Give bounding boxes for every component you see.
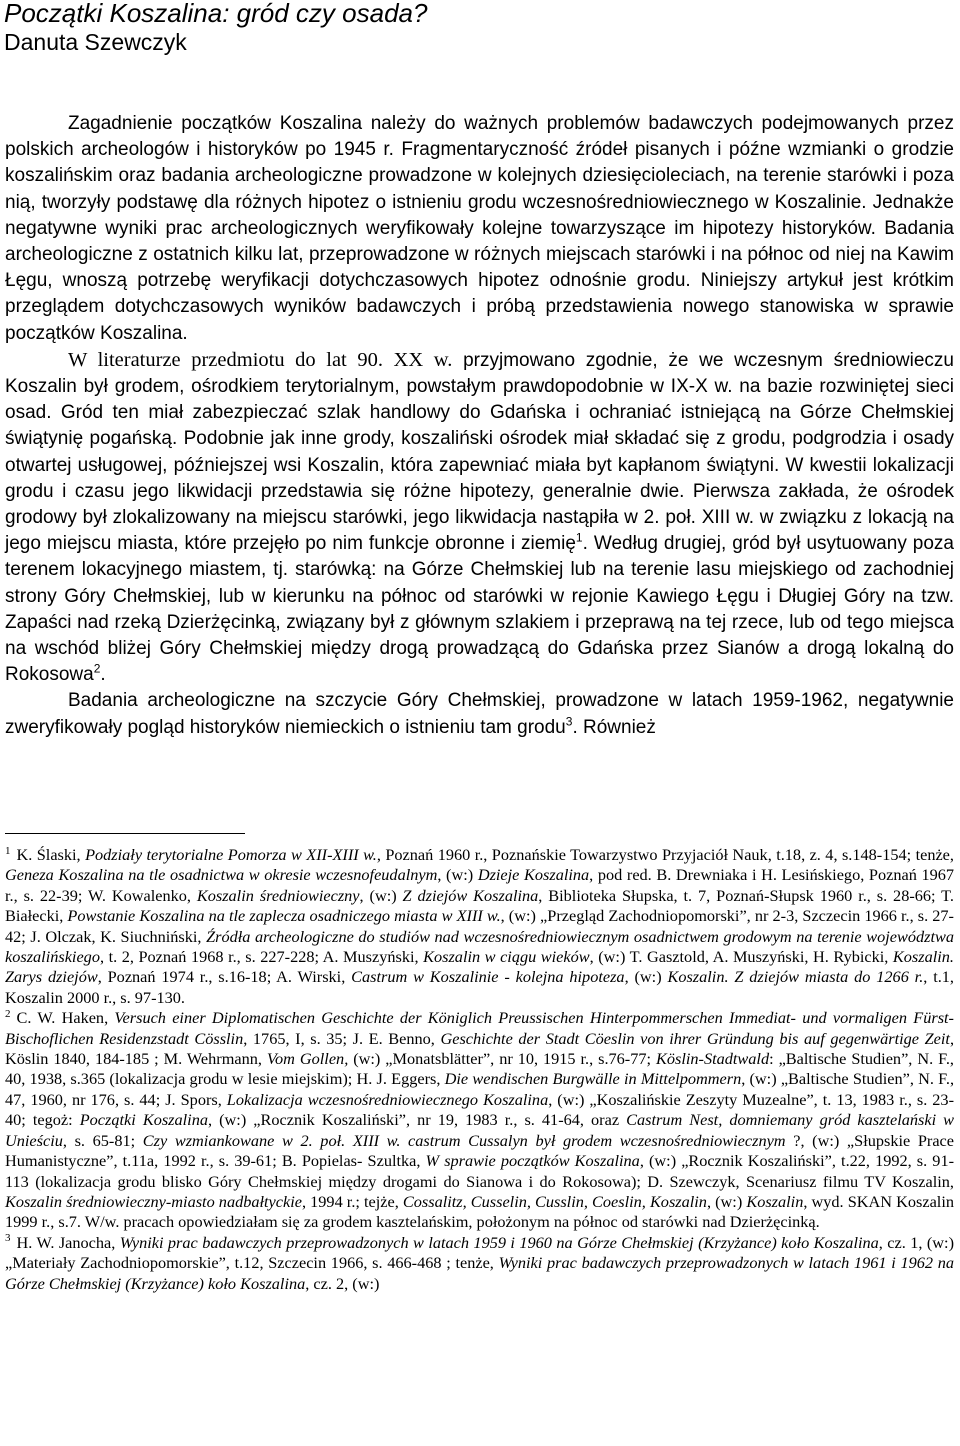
fn1-run-3: Geneza Koszalina na tle osadnictwa w okresie wczesnofeudalnym bbox=[5, 865, 438, 885]
fn2-run-1: Versuch einer Diplomatischen Geschichte der Königlich Preussischen Hinterpommerschen Immediat- und vormaligen Fürst-Bischoflichen Residenzstadt Cösslin bbox=[5, 1008, 954, 1048]
article-title: Początki Koszalina: gród czy osada? bbox=[4, 0, 428, 28]
fn2-run-7: Köslin-Stadtwald bbox=[656, 1049, 770, 1069]
fn2-run-0: C. W. Haken, bbox=[16, 1008, 115, 1028]
paragraph-2 bbox=[5, 347, 954, 689]
footnote-1 bbox=[5, 845, 954, 1008]
article-author: Danuta Szewczyk bbox=[4, 29, 187, 55]
fn2-run-13: Początki Koszalina bbox=[79, 1110, 208, 1130]
fn1-run-7: Koszalin średniowieczny bbox=[196, 885, 360, 905]
fn1-run-15: Koszalin w ciągu wieków bbox=[423, 947, 590, 967]
fn1-run-13: Źródła archeologiczne do studiów nad wczesnośredniowiecznym osadnictwem grodowym na terenie województwa koszalińskiego bbox=[5, 926, 954, 967]
fn2-run-24: , (w:) bbox=[706, 1191, 747, 1211]
footnote-ref-3[interactable]: 3 bbox=[565, 714, 573, 729]
fn3-run-0: H. W. Janocha, bbox=[16, 1232, 120, 1252]
paragraph-2-part-f: Pierwsza zakłada, że ośrodek grodowy był zlokalizowany na miejscu starówki, jego likwidacja nastąpiła w 2. poł. XIII w. bbox=[5, 480, 954, 529]
footnote-1-number: 1 bbox=[5, 844, 11, 857]
fn1-run-14: , t. 2, Poznań 1968 r., s. 227-228; A. Muszyński, bbox=[99, 947, 424, 967]
paragraph-2-part-i: starówką: na Górze Chełmskiej lub na terenie lasu miejskiego od zachodniej strony Góry Chełmskiej, lub w kierunku na północ od starówki w rejonie Kawiego Łęgu i Długiej Góry na tzw. bbox=[5, 559, 954, 607]
fn1-run-0: K. Ślaski, bbox=[16, 845, 86, 864]
fn1-run-17: Koszalin. Zarys dziejów bbox=[5, 947, 954, 987]
fn1-run-16: , (w:) T. Gasztold, A. Muszyński, H. Rybicki, bbox=[589, 947, 893, 967]
fn1-run-6: , pod red. B. Drewniaka i H. Lesińskiego, Poznań 1967 r., s. 22-39; W. Kowalenko, bbox=[5, 865, 955, 905]
footnote-3-number: 3 bbox=[5, 1232, 11, 1245]
fn2-run-26: , wyd. SKAN Koszalin 1999 r., s.7. W/w. pracach opowiedziałam się za grodem kasztelańskim, położonym na północ od starówki nad Dzierżęcinką. bbox=[5, 1191, 954, 1232]
fn2-run-19: W sprawie początków Koszalina bbox=[425, 1151, 640, 1171]
fn2-run-22: , 1994 r.; tejże, bbox=[301, 1191, 403, 1211]
fn2-run-20: , (w:) „Rocznik Koszaliński”, t.22, 1992, s. 91-113 (lokalizacja grodu blisko Góry Chełmskiej między drogami do Sianowa i do Rokosowa); D. Szewczyk, Scenariusz filmu TV Koszalin, bbox=[5, 1151, 955, 1191]
fn1-run-2: , Poznań 1960 r., Poznańskie Towarzystwo Przyjaciół Nauk, t.18, z. 4, s.148-154; tenże, bbox=[376, 845, 954, 864]
paragraph-3-part-a: Badania archeologiczne na szczycie Góry Chełmskiej, prowadzone w latach 1959-1962, negatywnie zweryfikowały pogląd historyków niemieckich o istnieniu tam grodu bbox=[5, 690, 954, 738]
paragraph-1-part-a: Zagadnienie początków Koszalina należy do ważnych problemów badawczych podejmowanych przez polskich archeologów i historyków po 1945 r. bbox=[5, 113, 954, 161]
fn3-run-2: , cz. 1, (w:) „Materiały Zachodniopomorskie”, t.12, Szczecin 1966, s. 466-468 ; tenże, bbox=[5, 1232, 954, 1273]
paragraph-2-part-e: W kwestii lokalizacji grodu i czasu jego likwidacji przedstawia się różne hipotezy, generalnie dwie. bbox=[5, 454, 954, 502]
fn1-run-10: , Biblioteka Słupska, t. 7, Poznań-Słupsk 1960 r., s. 28-66; T. Białecki, bbox=[5, 885, 954, 926]
fn1-run-19: Castrum w Koszalinie - kolejna hipoteza bbox=[351, 967, 625, 987]
fn1-run-20: , (w:) bbox=[624, 967, 668, 987]
fn2-run-12: , (w:) „Koszalińskie Zeszyty Muzealne”, t. 13, 1983 r., s. 23-40; tegoż: bbox=[5, 1089, 954, 1130]
fn2-run-2: , 1765, I, s. 35; J. E. Benno, bbox=[243, 1028, 441, 1048]
article-body bbox=[5, 111, 954, 741]
fn2-run-8: : „Baltische Studien”, N. F., 40, 1938, s.365 (lokalizacja grodu w lesie miejskim); H. J. Eggers, bbox=[5, 1049, 954, 1089]
footnote-2 bbox=[5, 1008, 954, 1232]
fn2-run-15: Castrum Nest, domniemany gród kasztelański w Unieściu bbox=[5, 1110, 955, 1150]
fn2-run-5: Vom Gollen, bbox=[266, 1049, 349, 1069]
paragraph-1 bbox=[5, 111, 954, 347]
fn1-run-11: Powstanie Koszalina na tle zaplecza osadniczego miasta w XIII w. bbox=[67, 906, 501, 926]
paragraph-1-part-b: Fragmentaryczność źródeł pisanych i późne wzmianki o grodzie koszalińskim oraz badania archeologiczne prowadzone w kolejnych dziesięcioleciach, na terenie starówki i poza nią, tworzyły podstawę dla różnych hipotez o istnieniu grodu wczesnośredniowiecznego w Koszalinie. Jednakże negatywne wyniki prac archeologicznych weryfikowały kolejne towarzyszące im hipotezy historyków. Badania archeologiczne z ostatnich kilku lat, przeprowadzone w różnych miejscach starówki i na północ od niej na Kawim Łęgu, wnoszą potrzebę weryfikacji dotychczasowych hipotez odnośnie grodu. Niniejszy artykuł jest krótkim przeglądem dotychczasowych wyników badawczych i próbą przedstawienia nowego stanowiska w sprawie początków Koszalina. bbox=[5, 139, 954, 344]
footnote-ref-1[interactable]: 1 bbox=[575, 530, 583, 545]
footnote-3-text bbox=[5, 1233, 954, 1293]
fn2-run-3: Geschichte der Stadt Cöeslin von ihrer Gründung bis auf gegenwärtige Zeit bbox=[440, 1028, 950, 1048]
fn1-run-9: Z dziejów Koszalina bbox=[402, 885, 539, 905]
fn2-run-21: Koszalin średniowieczny-miasto nadbałtyckie bbox=[5, 1191, 302, 1211]
fn2-run-17: Czy wzmiankowane w 2. poł. XIII w. castrum Cussalyn był grodem wczesnośredniowiecznym bbox=[142, 1130, 786, 1150]
fn2-run-11: Lokalizacja wczesnośredniowiecznego Koszalina bbox=[226, 1089, 549, 1109]
fn1-run-1: Podziały terytorialne Pomorza w XII-XIII w. bbox=[85, 845, 377, 864]
footnote-separator bbox=[5, 833, 245, 834]
fn3-run-3: Wyniki prac badawczych przeprowadzonych w latach 1961 i 1962 na Górze Chełmskiej (Krzyżance) koło Koszalina bbox=[5, 1253, 954, 1293]
fn1-run-21: Koszalin. Z dziejów miasta do 1266 r. bbox=[667, 967, 924, 987]
fn2-run-18: ?, (w:) „Słupskie Prace Humanistyczne”, t.11a, 1992 r., s. 39-61; B. Popielas- Szultka, bbox=[5, 1130, 955, 1171]
paragraph-3-part-c: Również bbox=[577, 716, 656, 738]
footnote-ref-2[interactable]: 2 bbox=[93, 661, 101, 676]
paragraph-2-part-d: Podobnie jak inne grody, koszaliński ośrodek miał składać się z grodu, podgrodzia i osady otwartej usługowej, późniejszej wsi Koszalin, która zapewniać miała byt kapłanom świątyni. bbox=[5, 428, 955, 476]
paragraph-2-part-c: Gród ten miał zabezpieczać szlak handlowy do Gdańska i ochraniać istniejącą na Górze Chełmskiej świątynię pogańską. bbox=[5, 402, 954, 450]
fn2-run-6: (w:) „Monatsblätter”, nr 10, 1915 r., s.76-77; bbox=[348, 1049, 656, 1069]
footnote-2-text bbox=[5, 1008, 954, 1231]
fn1-run-5: Dzieje Koszalina bbox=[477, 865, 590, 885]
paragraph-2-part-j: Zapaści nad rzeką Dzierżęcinką, związany był z głównym szlakiem i przeprawą na tej rzece, lub od tego miejsca na wschód bliżej Góry Chełmskiej między drogą prowadzącą do Gdańska przez Sianów a drogą lokalną do Rokosowa bbox=[5, 611, 954, 686]
fn2-run-16: , s. 65-81; bbox=[62, 1130, 143, 1150]
fn2-run-4: , Köslin 1840, 184-185 ; M. Wehrmann, bbox=[5, 1028, 955, 1069]
paragraph-2-part-a: W literaturze przedmiotu do lat 90. XX w. bbox=[68, 348, 453, 371]
paragraph-3-part-b: . bbox=[572, 716, 578, 738]
footnote-1-text bbox=[5, 845, 954, 1007]
fn2-run-10: , (w:) „Baltische Studien”, N. F., 47, 1960, nr 176, s. 44; J. Spors, bbox=[5, 1069, 955, 1109]
footnote-3 bbox=[5, 1233, 954, 1294]
fn1-run-12: , (w:) „Przegląd Zachodniopomorski”, nr 2-3, Szczecin 1966 r., s. 27-42; J. Olczak, K. Siuchniński, bbox=[5, 906, 954, 946]
fn1-run-8: , (w:) bbox=[359, 885, 403, 905]
fn1-run-4: , (w:) bbox=[437, 865, 478, 885]
fn2-run-14: , (w:) „Rocznik Koszaliński”, nr 19, 1983 r., s. 41-64, oraz bbox=[207, 1110, 627, 1130]
fn1-run-22: , t.1, Koszalin 2000 r., s. 97-130. bbox=[5, 967, 955, 1007]
fn3-run-1: Wyniki prac badawczych przeprowadzonych w latach 1959 i 1960 na Górze Chełmskiej (Krzyżance) koło Koszalina bbox=[119, 1232, 879, 1252]
footnote-2-number: 2 bbox=[5, 1007, 11, 1020]
paragraph-2-part-g: w związku z lokacją na jego miejscu miasta, które przejęło po nim funkcje obronne i ziemię bbox=[5, 507, 954, 555]
fn2-run-25: Koszalin bbox=[746, 1191, 804, 1211]
fn2-run-23: Cossalitz, Cusselin, Cusslin, Coeslin, Koszalin bbox=[402, 1191, 707, 1211]
fn3-run-4: , cz. 2, (w:) bbox=[305, 1273, 380, 1293]
paragraph-2-part-b: przyjmowano zgodnie, że we wczesnym średniowieczu Koszalin był grodem, ośrodkiem terytorialnym, powstałym prawdopodobnie w IX-X w. na bazie rozwiniętej sieci osad. bbox=[5, 349, 954, 424]
footnotes bbox=[5, 845, 954, 1294]
paragraph-2-part-k: . bbox=[100, 664, 106, 686]
paragraph-3 bbox=[5, 688, 954, 740]
paragraph-2-part-h: . Według drugiej, gród był usytuowany poza terenem lokacyjnego miastem, tj. bbox=[5, 533, 954, 581]
fn1-run-18: , Poznań 1974 r., s.16-18; A. Wirski, bbox=[97, 967, 352, 987]
fn2-run-9: Die wendischen Burgwälle in Mittelpommern bbox=[444, 1069, 742, 1089]
